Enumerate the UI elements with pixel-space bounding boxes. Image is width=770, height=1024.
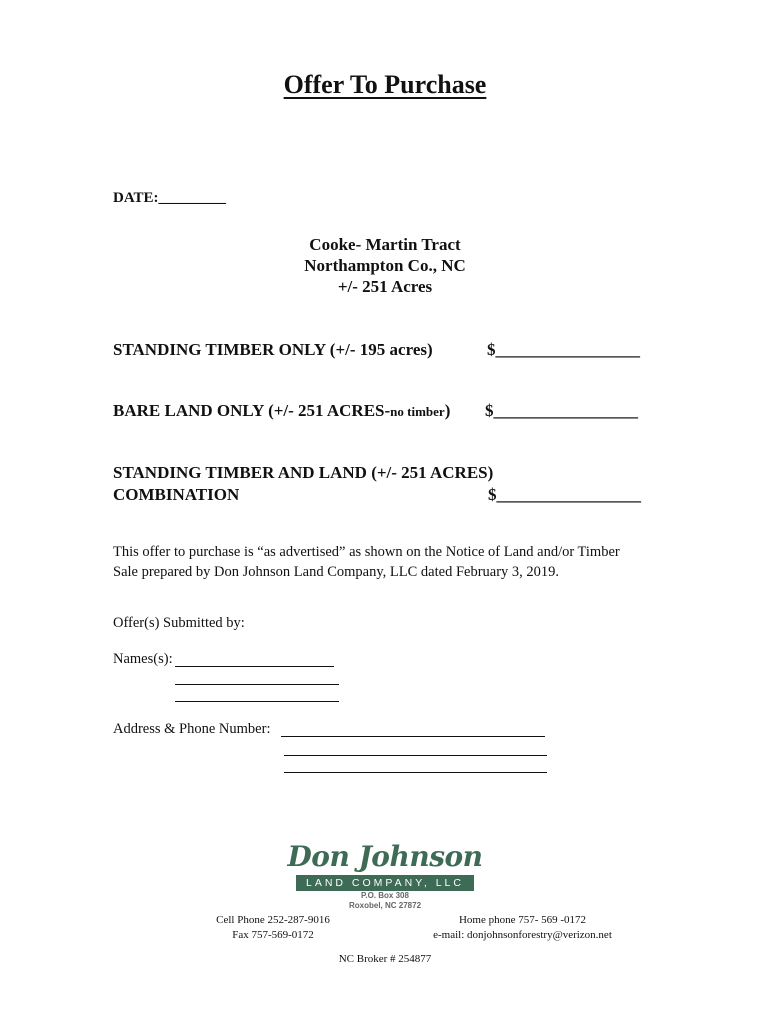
address-line-3[interactable]: [284, 771, 547, 773]
bare-land-price: $_________________: [485, 401, 638, 420]
bare-land-label: [113, 401, 450, 421]
names-line-3[interactable]: [175, 700, 339, 702]
address-line-2[interactable]: [284, 754, 547, 756]
broker-number: NC Broker # 254877: [338, 953, 432, 965]
disclaimer-paragraph: [113, 542, 620, 582]
combination-price: $_________________: [488, 485, 641, 504]
bare-land-close: ): [444, 401, 451, 420]
tract-name: Cooke- Martin Tract: [309, 235, 461, 254]
timber-only-label: STANDING TIMBER ONLY (+/- 195 acres): [113, 340, 433, 359]
company-logo: [0, 840, 770, 911]
names-line-2[interactable]: [175, 683, 339, 685]
combination-label-line1: STANDING TIMBER AND LAND (+/- 251 ACRES): [113, 463, 494, 482]
tract-info: [0, 234, 770, 297]
names-line-1[interactable]: [175, 665, 334, 667]
combination-label-line2: COMBINATION: [113, 485, 240, 504]
contact-left: [180, 913, 366, 943]
address-label: Address & Phone Number:: [113, 721, 271, 737]
bare-land-label-text: BARE LAND ONLY (+/- 251 ACRES-: [113, 401, 391, 420]
contact-right: [420, 913, 625, 943]
tract-acres: +/- 251 Acres: [337, 277, 433, 296]
disclaimer-line-1: This offer to purchase is “as advertised” as shown on the Notice of Land and/or Timber: [113, 544, 620, 560]
email-address: e-mail: donjohnsonforestry@verizon.net: [433, 929, 612, 941]
fax-number: Fax 757-569-0172: [232, 929, 314, 941]
names-label: Names(s):: [113, 651, 173, 667]
disclaimer-line-2: Sale prepared by Don Johnson Land Company, LLC dated February 3, 2019.: [113, 564, 560, 580]
logo-po-box: P.O. Box 308: [361, 891, 409, 900]
page-title: Offer To Purchase: [283, 70, 487, 99]
home-phone: Home phone 757- 569 -0172: [458, 914, 587, 926]
logo-name: Don Johnson: [287, 840, 483, 873]
cell-phone: Cell Phone 252-287-9016: [216, 914, 330, 926]
date-label: DATE:_________: [113, 190, 227, 206]
timber-only-price: $_________________: [487, 340, 640, 359]
logo-company-bar: LAND COMPANY, LLC: [296, 875, 474, 891]
submitted-by-label: Offer(s) Submitted by:: [113, 615, 245, 631]
logo-city: Roxobel, NC 27872: [348, 901, 422, 910]
tract-county: Northampton Co., NC: [304, 256, 466, 275]
address-line-1[interactable]: [281, 735, 545, 737]
bare-land-note: no timber: [390, 404, 445, 419]
